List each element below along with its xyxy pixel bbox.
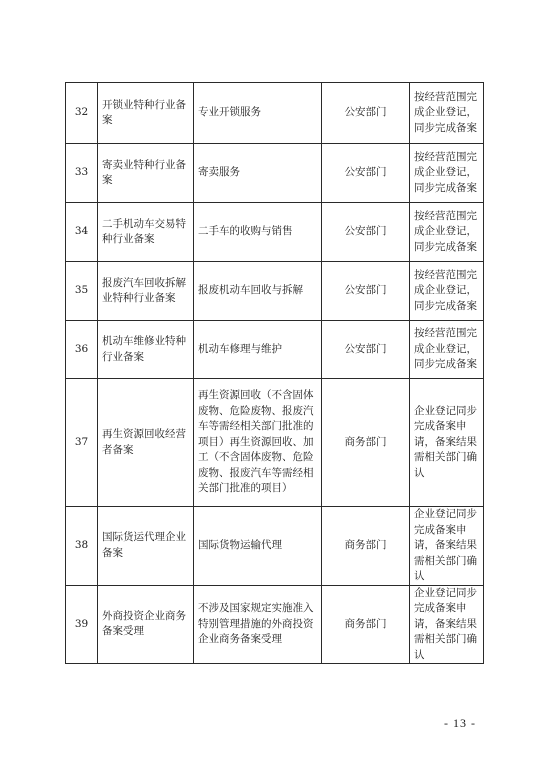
handling-mode: 按经营范围完成企业登记，同步完成备案 [410, 321, 484, 379]
item-name: 再生资源回收经营者备案 [98, 379, 194, 507]
row-number: 32 [66, 83, 98, 144]
table-row [66, 203, 484, 262]
department: 商务部门 [322, 585, 410, 664]
business-scope: 再生资源回收（不含固体废物、危险废物、报废汽车等需经相关部门批准的项目）再生资源回收、加工（不含固体废物、危险废物、报废汽车等需经相关部门批准的项目） [194, 379, 322, 507]
handling-mode: 按经营范围完成企业登记，同步完成备案 [410, 83, 484, 144]
handling-mode: 按经营范围完成企业登记，同步完成备案 [410, 203, 484, 262]
table-row [66, 83, 484, 144]
business-scope: 专业开锁服务 [194, 83, 322, 144]
row-number: 39 [66, 585, 98, 664]
handling-mode: 企业登记同步完成备案申请，备案结果需相关部门确认 [410, 585, 484, 664]
registration-table [65, 82, 484, 664]
table-row [66, 321, 484, 379]
handling-mode: 按经营范围完成企业登记，同步完成备案 [410, 262, 484, 321]
item-name: 国际货运代理企业备案 [98, 507, 194, 586]
row-number: 34 [66, 203, 98, 262]
item-name: 寄卖业特种行业备案 [98, 144, 194, 203]
table-row [66, 379, 484, 507]
row-number: 37 [66, 379, 98, 507]
row-number: 38 [66, 507, 98, 586]
page-number: - 13 - [444, 716, 476, 730]
business-scope: 寄卖服务 [194, 144, 322, 203]
department: 公安部门 [322, 321, 410, 379]
business-scope: 机动车修理与维护 [194, 321, 322, 379]
handling-mode: 企业登记同步完成备案申请，备案结果需相关部门确认 [410, 507, 484, 586]
department: 公安部门 [322, 83, 410, 144]
business-scope: 国际货物运输代理 [194, 507, 322, 586]
department: 公安部门 [322, 203, 410, 262]
item-name: 二手机动车交易特种行业备案 [98, 203, 194, 262]
business-scope: 二手车的收购与销售 [194, 203, 322, 262]
business-scope: 报废机动车回收与拆解 [194, 262, 322, 321]
handling-mode: 企业登记同步完成备案申请，备案结果需相关部门确认 [410, 379, 484, 507]
table-row [66, 262, 484, 321]
item-name: 机动车维修业特种行业备案 [98, 321, 194, 379]
table-row [66, 507, 484, 586]
row-number: 35 [66, 262, 98, 321]
business-scope: 不涉及国家规定实施准入特别管理措施的外商投资企业商务备案受理 [194, 585, 322, 664]
department: 商务部门 [322, 379, 410, 507]
table-row [66, 585, 484, 664]
department: 商务部门 [322, 507, 410, 586]
table-row [66, 144, 484, 203]
department: 公安部门 [322, 262, 410, 321]
row-number: 33 [66, 144, 98, 203]
item-name: 报废汽车回收拆解业特种行业备案 [98, 262, 194, 321]
item-name: 外商投资企业商务备案受理 [98, 585, 194, 664]
row-number: 36 [66, 321, 98, 379]
department: 公安部门 [322, 144, 410, 203]
handling-mode: 按经营范围完成企业登记，同步完成备案 [410, 144, 484, 203]
item-name: 开锁业特种行业备案 [98, 83, 194, 144]
